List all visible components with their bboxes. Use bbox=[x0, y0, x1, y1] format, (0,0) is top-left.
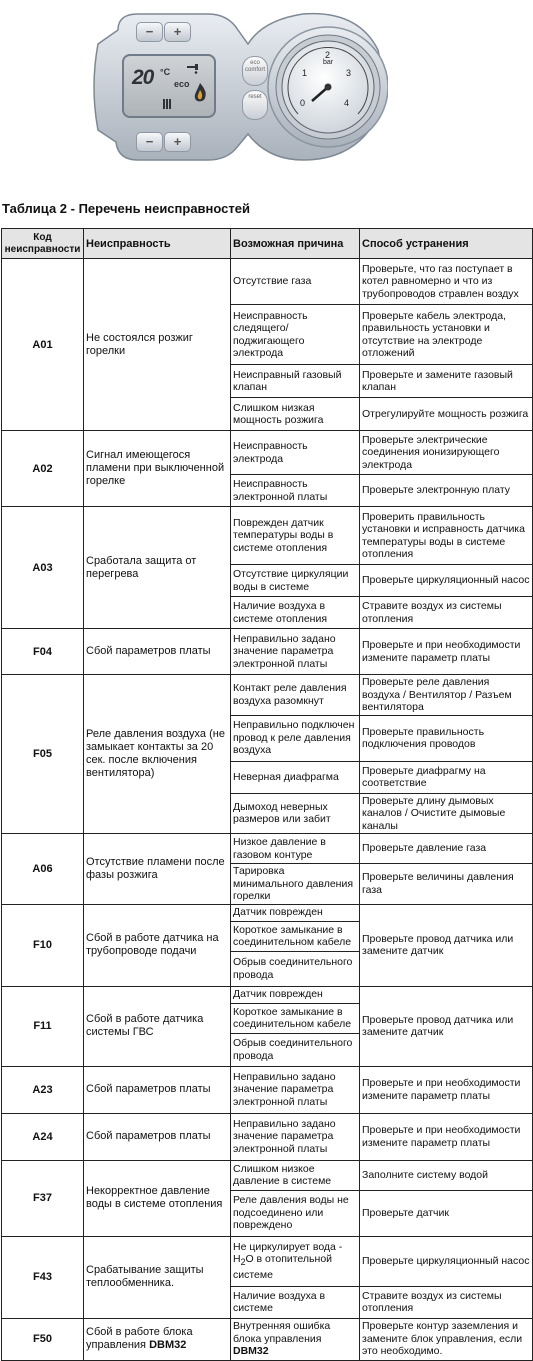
fault-fix: Проверьте величины давления газа bbox=[360, 864, 533, 905]
gauge-tick-3: 3 bbox=[346, 68, 352, 78]
fault-fix: Проверьте реле давления воздуха / Вентилятор / Разъем вентилятора bbox=[360, 675, 533, 716]
table-row bbox=[2, 986, 533, 1003]
fault-fix: Заполните систему водой bbox=[360, 1160, 533, 1190]
fault-cause: Неверная диафрагма bbox=[231, 761, 360, 793]
panel-minus-button-top[interactable]: − bbox=[136, 22, 163, 42]
table-row bbox=[2, 675, 533, 716]
eco-comfort-button[interactable] bbox=[242, 56, 268, 86]
gauge-tick-2: 2 bbox=[325, 50, 331, 60]
fault-cause: Короткое замыкание в соединительном кабеле bbox=[231, 1003, 360, 1033]
table-row bbox=[2, 629, 533, 675]
boiler-control-panel bbox=[88, 10, 388, 164]
fault-code: F05 bbox=[2, 675, 84, 834]
fault-fix: Стравите воздух из системы отопления bbox=[360, 1286, 533, 1318]
fault-cause: Наличие воздуха в системе bbox=[231, 1286, 360, 1318]
lcd-eco-label: eco bbox=[174, 79, 190, 89]
lcd-temperature-unit: °C bbox=[160, 67, 171, 77]
fault-fix: Проверьте электрические соединения ионизирующего электрода bbox=[360, 431, 533, 475]
fault-cause-part: Не циркулирует вода - H bbox=[233, 1240, 343, 1266]
fault-description: Срабатывание защиты теплообменника. bbox=[84, 1236, 231, 1318]
fault-fix: Проверьте контур заземления и замените блок управления, если это необходимо. bbox=[360, 1318, 533, 1360]
table-row bbox=[2, 1066, 533, 1113]
fault-table bbox=[1, 228, 533, 1361]
fault-fix: Проверить правильность установки и исправность датчика температуры воды в системе отопления bbox=[360, 507, 533, 565]
fault-cause-part: Внутренняя ошибка блока управления bbox=[233, 1320, 331, 1345]
fault-description: Сбой в работе датчика системы ГВС bbox=[84, 986, 231, 1066]
fault-fix: Стравите воздух из системы отопления bbox=[360, 597, 533, 629]
fault-description: Реле давления воздуха (не замыкает контакты за 20 сек. после включения вентилятора) bbox=[84, 675, 231, 834]
fault-cause: Неисправный газовый клапан bbox=[231, 365, 360, 398]
gauge-tick-0: 0 bbox=[300, 98, 306, 108]
fault-fix: Проверьте давление газа bbox=[360, 834, 533, 864]
fault-cause: Контакт реле давления воздуха разомкнут bbox=[231, 675, 360, 716]
fault-fix: Проверьте, что газ поступает в котел равномерно и что из трубопроводов стравлен воздух bbox=[360, 259, 533, 305]
reset-label: reset bbox=[248, 94, 262, 100]
table-title: Таблица 2 - Перечень неисправностей bbox=[2, 201, 250, 216]
fault-code: A01 bbox=[2, 259, 84, 431]
panel-minus-button-bottom[interactable]: − bbox=[136, 132, 163, 152]
table-row bbox=[2, 1236, 533, 1286]
lcd-display bbox=[122, 54, 216, 118]
fault-fix: Отрегулируйте мощность розжига bbox=[360, 398, 533, 431]
fault-cause-model: DBM32 bbox=[233, 1345, 269, 1358]
header-fix: Способ устранения bbox=[360, 229, 533, 259]
fault-cause: Неправильно подключен провод к реле давления воздуха bbox=[231, 715, 360, 761]
fault-cause: Наличие воздуха в системе отопления bbox=[231, 597, 360, 629]
fault-cause: Низкое давление в газовом контуре bbox=[231, 834, 360, 864]
fault-code: A02 bbox=[2, 431, 84, 507]
table-row bbox=[2, 259, 533, 305]
fault-code: A24 bbox=[2, 1113, 84, 1160]
fault-cause-part: O в отопительной системе bbox=[233, 1253, 333, 1281]
flame-icon bbox=[192, 82, 208, 104]
fault-fix: Проверьте циркуляционный насос bbox=[360, 565, 533, 597]
fault-cause: Короткое замыкание в соединительном кабеле bbox=[231, 921, 360, 951]
fault-fix: Проверьте и при необходимости измените параметр платы bbox=[360, 629, 533, 675]
tap-icon bbox=[186, 62, 200, 74]
fault-code: A23 bbox=[2, 1066, 84, 1113]
gauge-unit: bar bbox=[323, 59, 334, 66]
gauge-tick-1: 1 bbox=[302, 68, 308, 78]
table-row bbox=[2, 1113, 533, 1160]
fault-description: Сигнал имеющегося пламени при выключенной горелке bbox=[84, 431, 231, 507]
fault-fix: Проверьте провод датчика или замените датчик bbox=[360, 904, 533, 986]
fault-fix: Проверьте кабель электрода, правильность установки и отсутствие на электроде отложений bbox=[360, 305, 533, 365]
fault-fix: Проверьте провод датчика или замените датчик bbox=[360, 986, 533, 1066]
table-header-row bbox=[2, 229, 533, 259]
fault-code: F11 bbox=[2, 986, 84, 1066]
fault-code: F37 bbox=[2, 1160, 84, 1236]
fault-fix: Проверьте и замените газовый клапан bbox=[360, 365, 533, 398]
eco-comfort-label: eco comfort bbox=[244, 60, 265, 73]
header-cause: Возможная причина bbox=[231, 229, 360, 259]
header-code: Код неисправности bbox=[2, 229, 84, 259]
fault-code: F10 bbox=[2, 904, 84, 986]
fault-description: Сработала защита от перегрева bbox=[84, 507, 231, 629]
fault-cause: Неисправность следящего/ поджигающего электрода bbox=[231, 305, 360, 365]
fault-fix: Проверьте и при необходимости измените параметр платы bbox=[360, 1113, 533, 1160]
gauge-tick-4: 4 bbox=[344, 98, 350, 108]
fault-cause: Реле давления воды не подсоединено или повреждено bbox=[231, 1190, 360, 1236]
fault-description: Сбой параметров платы bbox=[84, 629, 231, 675]
fault-code: F50 bbox=[2, 1318, 84, 1360]
fault-code: A06 bbox=[2, 834, 84, 905]
fault-cause: Датчик поврежден bbox=[231, 904, 360, 921]
table-row bbox=[2, 834, 533, 864]
table-row bbox=[2, 1160, 533, 1190]
fault-cause: Тарировка минимального давления горелки bbox=[231, 864, 360, 905]
fault-cause: Обрыв соединительного провода bbox=[231, 951, 360, 986]
fault-description-part: Сбой в работе блока управления bbox=[86, 1326, 193, 1351]
radiator-icon bbox=[162, 98, 172, 110]
fault-description: Сбой параметров платы bbox=[84, 1113, 231, 1160]
fault-fix: Проверьте циркуляционный насос bbox=[360, 1236, 533, 1286]
header-fault: Неисправность bbox=[84, 229, 231, 259]
fault-fix: Проверьте диафрагму на соответствие bbox=[360, 761, 533, 793]
fault-code: A03 bbox=[2, 507, 84, 629]
table-row bbox=[2, 507, 533, 565]
fault-cause: Обрыв соединительного провода bbox=[231, 1033, 360, 1066]
fault-description: Сбой в работе датчика на трубопроводе подачи bbox=[84, 904, 231, 986]
fault-description: Отсутствие пламени после фазы розжига bbox=[84, 834, 231, 905]
panel-plus-button-top[interactable]: + bbox=[164, 22, 191, 42]
fault-code: F43 bbox=[2, 1236, 84, 1318]
fault-description: Некорректное давление воды в системе отопления bbox=[84, 1160, 231, 1236]
fault-code: F04 bbox=[2, 629, 84, 675]
fault-fix: Проверьте электронную плату bbox=[360, 475, 533, 507]
fault-cause: Неисправность электронной платы bbox=[231, 475, 360, 507]
fault-cause: Неправильно задано значение параметра электронной платы bbox=[231, 629, 360, 675]
fault-fix: Проверьте длину дымовых каналов / Очистите дымовые каналы bbox=[360, 793, 533, 834]
fault-fix: Проверьте правильность подключения проводов bbox=[360, 715, 533, 761]
fault-cause: Датчик поврежден bbox=[231, 986, 360, 1003]
fault-cause: Неправильно задано значение параметра электронной платы bbox=[231, 1066, 360, 1113]
fault-description-model: DBM32 bbox=[149, 1339, 187, 1351]
fault-cause bbox=[231, 1236, 360, 1286]
fault-fix: Проверьте датчик bbox=[360, 1190, 533, 1236]
fault-cause: Неправильно задано значение параметра электронной платы bbox=[231, 1113, 360, 1160]
fault-cause-subscript: 2 bbox=[240, 1257, 246, 1268]
fault-fix: Проверьте и при необходимости измените параметр платы bbox=[360, 1066, 533, 1113]
fault-cause: Слишком низкое давление в системе bbox=[231, 1160, 360, 1190]
table-row bbox=[2, 431, 533, 475]
lcd-temperature: 20 bbox=[132, 66, 154, 89]
fault-cause: Слишком низкая мощность розжига bbox=[231, 398, 360, 431]
fault-description: Сбой параметров платы bbox=[84, 1066, 231, 1113]
fault-cause: Отсутствие циркуляции воды в системе bbox=[231, 565, 360, 597]
fault-cause: Неисправность электрода bbox=[231, 431, 360, 475]
fault-cause: Поврежден датчик температуры воды в системе отопления bbox=[231, 507, 360, 565]
panel-plus-button-bottom[interactable]: + bbox=[164, 132, 191, 152]
table-row bbox=[2, 904, 533, 921]
fault-cause: Отсутствие газа bbox=[231, 259, 360, 305]
reset-button[interactable] bbox=[242, 90, 268, 120]
fault-cause: Дымоход неверных размеров или забит bbox=[231, 793, 360, 834]
fault-description: Не состоялся розжиг горелки bbox=[84, 259, 231, 431]
